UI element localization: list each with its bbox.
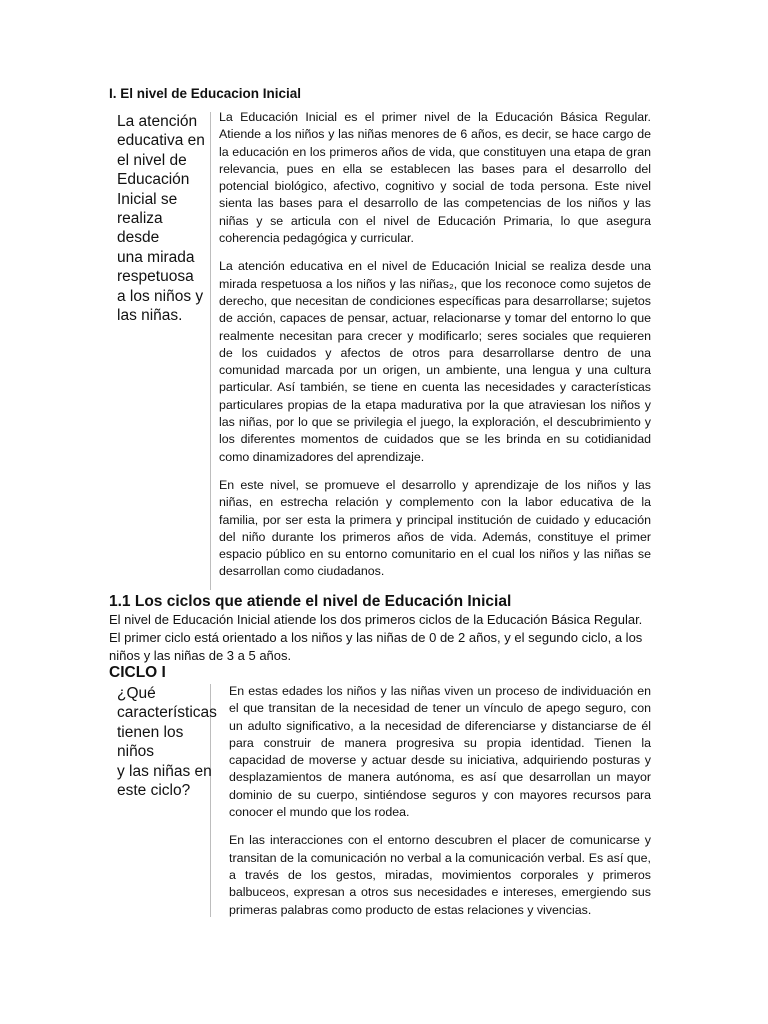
- subsection-heading: 1.1 Los ciclos que atiende el nivel de Educación Inicial: [109, 593, 512, 610]
- sidebar-line: educativa en: [117, 132, 205, 150]
- intro-paragraph: El nivel de Educación Inicial atiende los dos primeros ciclos de la Educación Básica Regular. El primer ciclo está orientado a los niños y las niñas de 0 de 2 años, y el segundo ciclo, a los niños y las niñas de 3 a 5 años.: [109, 612, 643, 663]
- sidebar-line: niños: [117, 743, 155, 761]
- sidebar-line: La atención: [117, 113, 198, 130]
- sidebar-line: desde: [117, 229, 160, 247]
- sidebar-line: tienen los: [117, 723, 184, 741]
- sidebar-line: ¿Qué: [117, 685, 156, 702]
- sidebar-line: las niñas.: [117, 307, 183, 325]
- body-paragraph: La atención educativa en el nivel de Educación Inicial se realiza desde una mirada respetuosa a los niños y las niñas₂, que los reconoce como sujetos de derecho, que necesitan de condiciones específicas para desarrollarse; sujetos de acción, capaces de pensar, actuar, relacionarse y tomar del entorno lo que realmente necesitan para crecer y modificarlo; seres sociales que requieren de los cuidados y afectos de otros para desarrollarse dentro de una comunidad marcada por un origen, un ambiente, una lengua y una cultura particular. Así también, se tiene en cuenta las necesidades y características particulares propias de la etapa madurativa por la que atraviesan los niños y las niñas, por lo que se privilegia el juego, la exploración, el descubrimiento y los diferentes momentos de cuidados que se les brinda en su cotidianidad como dinamizadores del aprendizaje.: [219, 259, 651, 464]
- sidebar-line: el nivel de: [117, 151, 187, 169]
- sidebar-line: a los niños y: [117, 287, 204, 305]
- sidebar-line: características: [117, 704, 217, 722]
- cycle-label: CICLO I: [109, 664, 166, 681]
- sidebar-line: y las niñas en: [117, 762, 212, 780]
- section-heading: I. El nivel de Educacion Inicial: [109, 86, 302, 101]
- sidebar-line: realiza: [117, 210, 163, 228]
- sidebar-line: Inicial se: [117, 190, 178, 208]
- sidebar-callout: [109, 112, 211, 590]
- sidebar-line: una mirada: [117, 248, 195, 266]
- body-paragraph: La Educación Inicial es el primer nivel de la Educación Básica Regular. Atiende a los niños y las niñas menores de 6 años, es decir, se hace cargo de la educación en los primeros años de vida, que constituyen una etapa de gran relevancia, pues en ella se establecen las bases para el desarrollo del potencial biológico, afectivo, cognitivo y social de toda persona. Este nivel sienta las bases para el desarrollo de las competencias de los niños y las niñas y se articula con el nivel de Educación Primaria, lo que asegura coherencia pedagógica y curricular.: [219, 110, 651, 246]
- body-column: [229, 683, 651, 930]
- sidebar-line: este ciclo?: [117, 782, 191, 800]
- body-column: [219, 109, 651, 592]
- sidebar-callout: [109, 684, 217, 917]
- body-paragraph: En estas edades los niños y las niñas viven un proceso de individuación en el que transitan de la necesidad de tener un vínculo de apego seguro, con un adulto significativo, a la necesidad de diferenciarse y distanciarse de él para construir de manera progresiva su propia identidad. Tienen la capacidad de moverse y actuar desde su iniciativa, adquiriendo posturas y desplazamientos de manera autónoma, es así que desarrollan un mayor dominio de su cuerpo, sintiéndose seguros y con mayores recursos para conocer el mundo que los rodea.: [229, 684, 651, 820]
- sidebar-line: Educación: [117, 171, 190, 189]
- body-paragraph: En este nivel, se promueve el desarrollo y aprendizaje de los niños y las niñas, en estrecha relación y complemento con la labor educativa de la familia, por ser esta la primera y principal institución de cuidado y educación del niño durante los primeros años de vida. Además, constituye el primer espacio público en su entorno comunitario en el cual los niños y las niñas se desarrollan como ciudadanos.: [219, 477, 651, 579]
- body-paragraph: En las interacciones con el entorno descubren el placer de comunicarse y transitan de la comunicación no verbal a la comunicación verbal. Es así que, a través de los gestos, miradas, movimientos corporales y primeros balbuceos, expresan a otros sus necesidades e intereses, emergiendo sus primeras palabras como producto de estas relaciones y vivencias.: [229, 833, 651, 917]
- sidebar-line: respetuosa: [117, 268, 194, 286]
